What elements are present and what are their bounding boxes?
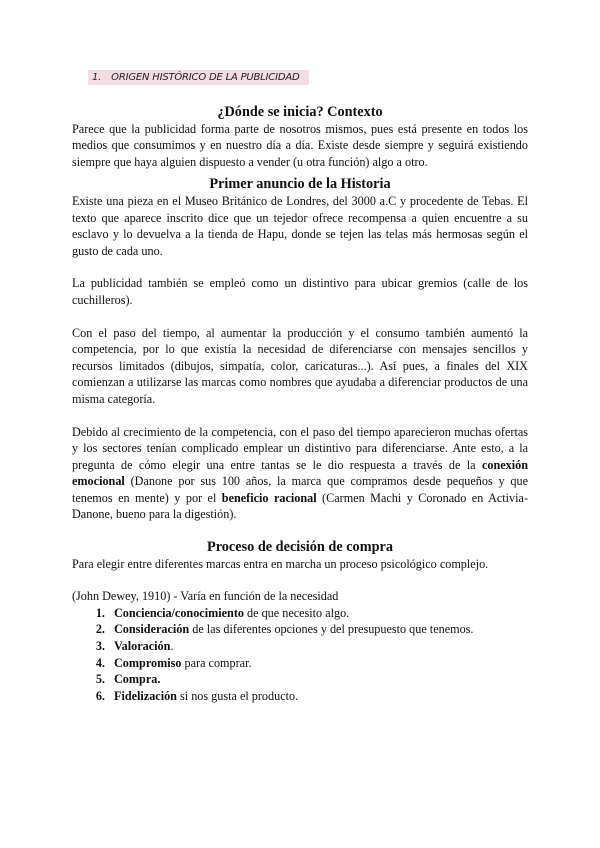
list-item [108,655,528,672]
step-term: Conciencia/conocimiento [114,605,244,620]
list-item [108,638,528,655]
term-rational-benefit: beneficio racional [221,490,317,505]
step-term: Consideración [114,622,190,637]
text-run: (Carmen Machi y Coronado en Activia-Danone, bueno para la digestión). [72,490,529,522]
paragraph-guilds: La publicidad también se empleó como un distintivo para ubicar gremios (calle de los cuchilleros). [72,276,528,307]
subheading-purchase-decision: Proceso de decisión de compra [207,539,393,556]
step-term: Compromiso [114,655,182,670]
step-text: de que necesito algo. [243,605,350,620]
subheading-first-ad: Primer anuncio de la Historia [209,176,391,193]
paragraph-dewey: (John Dewey, 1910) - Varía en función de la necesidad [72,589,339,604]
paragraph-british-museum: Existe una pieza en el Museo Británico de Londres, del 3000 a.C y procedente de Tebas. El texto que aparece inscrito dice que un tejedor ofrece recompensa a quien encuentre a su esclavo y lo devuelva a la tienda de Hapu, donde se tejen las telas más hermosas según el gusto de cada uno. [72,193,528,258]
step-term: Valoración [114,639,171,654]
text-run: (Danone por sus 100 años, la marca que compramos desde pequeños y que tenemos en mente) y por el [72,474,528,505]
paragraph-context: Parece que la publicidad forma parte de nosotros mismos, pues está presente en todos los medios que consumimos y en nuestro día a día. Existe desde siempre y seguirá existiendo siempre que haya alguien dispuesto a vender (u otra función) algo a otro. [72,121,528,169]
document-body [72,104,528,704]
section-title: ORIGEN HISTÓRICO DE LA PUBLICIDAD [111,72,300,83]
text-run: Debido al crecimiento de la competencia, con el paso del tiempo aparecieron muchas ofertas y los sectores tenían complicado emplear un distintivo para diferenciarse. Ante esto, a la pregunta de cómo elegir una entre tantas se le dio respuesta a través de la [72,424,528,472]
subheading-context: ¿Dónde se inicia? Contexto [217,104,383,120]
paragraph-competition: Con el paso del tiempo, al aumentar la producción y el consumo también aumentó la competencia, por lo que existía la necesidad de diferenciarse con mensajes sencillos y recursos limitados (dibujos, simpatía, color, caricaturas...). Así pues, a finales del XIX comienzan a utilizarse las marcas como nombres que ayudaba a diferenciar productos de una misma categoría. [72,325,528,406]
list-item [108,605,528,622]
paragraph-emotional-rational [72,424,528,524]
step-text: . [170,639,174,654]
step-text: si nos gusta el producto. [176,688,299,703]
section-number: 1. [92,72,102,83]
list-item [108,671,528,688]
term-emotional-connection: conexión emocional [72,457,528,489]
list-item [108,688,528,705]
step-text: para comprar. [181,655,252,670]
step-term: Compra. [114,672,161,687]
decision-steps-list [72,605,528,705]
section-heading [88,70,309,85]
paragraph-purchase-intro: Para elegir entre diferentes marcas entra en marcha un proceso psicológico complejo. [72,556,489,571]
list-item [108,621,528,638]
step-text: de las diferentes opciones y del presupuesto que tenemos. [189,622,474,637]
step-term: Fidelización [114,688,177,703]
